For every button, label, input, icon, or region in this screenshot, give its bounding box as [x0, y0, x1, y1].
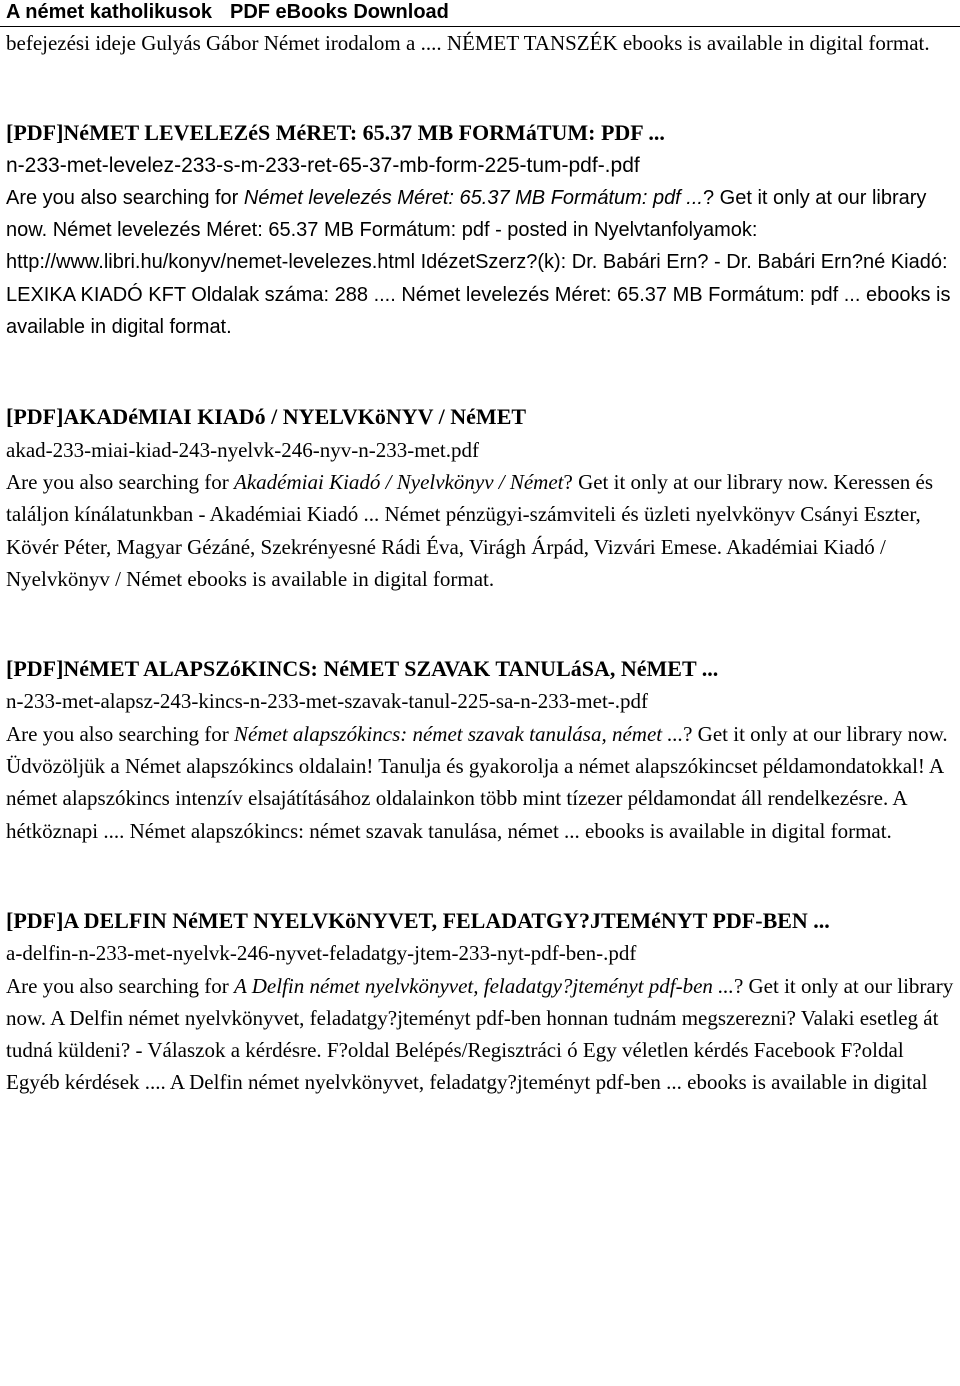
entry-body: ? Get it only at our library now. Üdvözöljük a Német alapszókincs oldalain! Tanulja és gyakorolja a német alapszókincset példamondatokkal! A német alapszókincs intenzív elsajátításához oldalainkon több mint tízezer példamondat áll rendelkezésre. A hétköznapi .... Német alapszókincs: német szavak tanulása, német ... ebooks is available in digital format. — [6, 721, 948, 843]
entry-description — [6, 970, 954, 1099]
site-title: A német katholikusok — [6, 1, 212, 23]
entry-title[interactable]: [PDF]A DELFIN NéMET NYELVKöNYVET, FELADATGY?JTEMéNYT PDF-BEN ... — [6, 907, 830, 933]
entry-title[interactable]: [PDF]NéMET LEVELEZéS MéRET: 65.37 MB FORMáTUM: PDF ... — [6, 120, 665, 146]
site-subtitle: PDF eBooks Download — [229, 1, 449, 23]
page-header — [0, 0, 960, 27]
entry-query: Akadémiai Kiadó / Nyelvkönyv / Német — [234, 469, 564, 494]
intro-paragraph: befejezési ideje Gulyás Gábor Német irodalom a .... NÉMET TANSZÉK ebooks is available in digital format. — [6, 31, 930, 55]
entry-prefix: Are you also searching for — [6, 721, 235, 746]
entry-filename: n-233-met-levelez-233-s-m-233-ret-65-37-mb-form-225-tum-pdf-.pdf — [6, 153, 640, 177]
entry-description — [6, 182, 954, 343]
result-entry — [6, 905, 954, 1099]
entry-title[interactable]: [PDF]NéMET ALAPSZóKINCS: NéMET SZAVAK TANULáSA, NéMET ... — [6, 656, 719, 682]
entry-prefix: Are you also searching for — [6, 186, 244, 209]
result-entry — [6, 117, 954, 343]
result-entry — [6, 401, 954, 595]
entry-body: ? Get it only at our library now. Német levelezés Méret: 65.37 MB Formátum: pdf - posted in Nyelvtanfolyamok: http://www.libri.hu/konyv/nemet-levelezes.html IdézetSzerz?(k): Dr. Babári Ern? - Dr. Babári Ern?né Kiadó: LEXIKA KIADÓ KFT Oldalak száma: 288 .... Német levelezés Méret: 65.37 MB Formátum: pdf ... ebooks is available in digital format. — [6, 186, 951, 339]
entry-prefix: Are you also searching for — [6, 973, 235, 998]
entry-query: A Delfin német nyelvkönyvet, feladatgy?jteményt pdf-ben ... — [234, 973, 734, 998]
entry-description — [6, 466, 954, 595]
entry-body: ? Get it only at our library now. Keressen és találjon kínálatunkban - Akadémiai Kiadó ... Német pénzügyi-számviteli és üzleti nyelvkönyv Csányi Eszter, Kövér Péter, Magyar Gézáné, Szekrényesné Rádi Éva, Virágh Árpád, Vizvári Emese. Akadémiai Kiadó / Nyelvkönyv / Német ebooks is available in digital format. — [6, 469, 934, 591]
entry-description — [6, 718, 954, 847]
main-content — [0, 27, 960, 1099]
entry-title[interactable]: [PDF]AKADéMIAI KIADó / NYELVKöNYV / NéMET — [6, 404, 527, 430]
entry-body: ? Get it only at our library now. A Delfin német nyelvkönyvet, feladatgy?jteményt pdf-ben honnan tudnám megszerezni? Valaki esetleg át tudná küldeni? - Válaszok a kérdésre. F?oldal Belépés/Regisztráci ó Egy véletlen kérdés Facebook F?oldal Egyéb kérdések .... A Delfin német nyelvkönyvet, feladatgy?jteményt pdf-ben ... ebooks is available in digital — [6, 973, 954, 1095]
result-entry — [6, 653, 954, 847]
entry-filename: a-delfin-n-233-met-nyelvk-246-nyvet-feladatgy-jtem-233-nyt-pdf-ben-.pdf — [6, 941, 637, 966]
entry-filename: n-233-met-alapsz-243-kincs-n-233-met-szavak-tanul-225-sa-n-233-met-.pdf — [6, 689, 649, 714]
entry-query: Német alapszókincs: német szavak tanulása, német ... — [234, 721, 684, 746]
entry-prefix: Are you also searching for — [6, 469, 235, 494]
entry-filename: akad-233-miai-kiad-243-nyelvk-246-nyv-n-233-met.pdf — [6, 437, 479, 462]
entry-query: Német levelezés Méret: 65.37 MB Formátum: pdf ... — [243, 186, 703, 209]
